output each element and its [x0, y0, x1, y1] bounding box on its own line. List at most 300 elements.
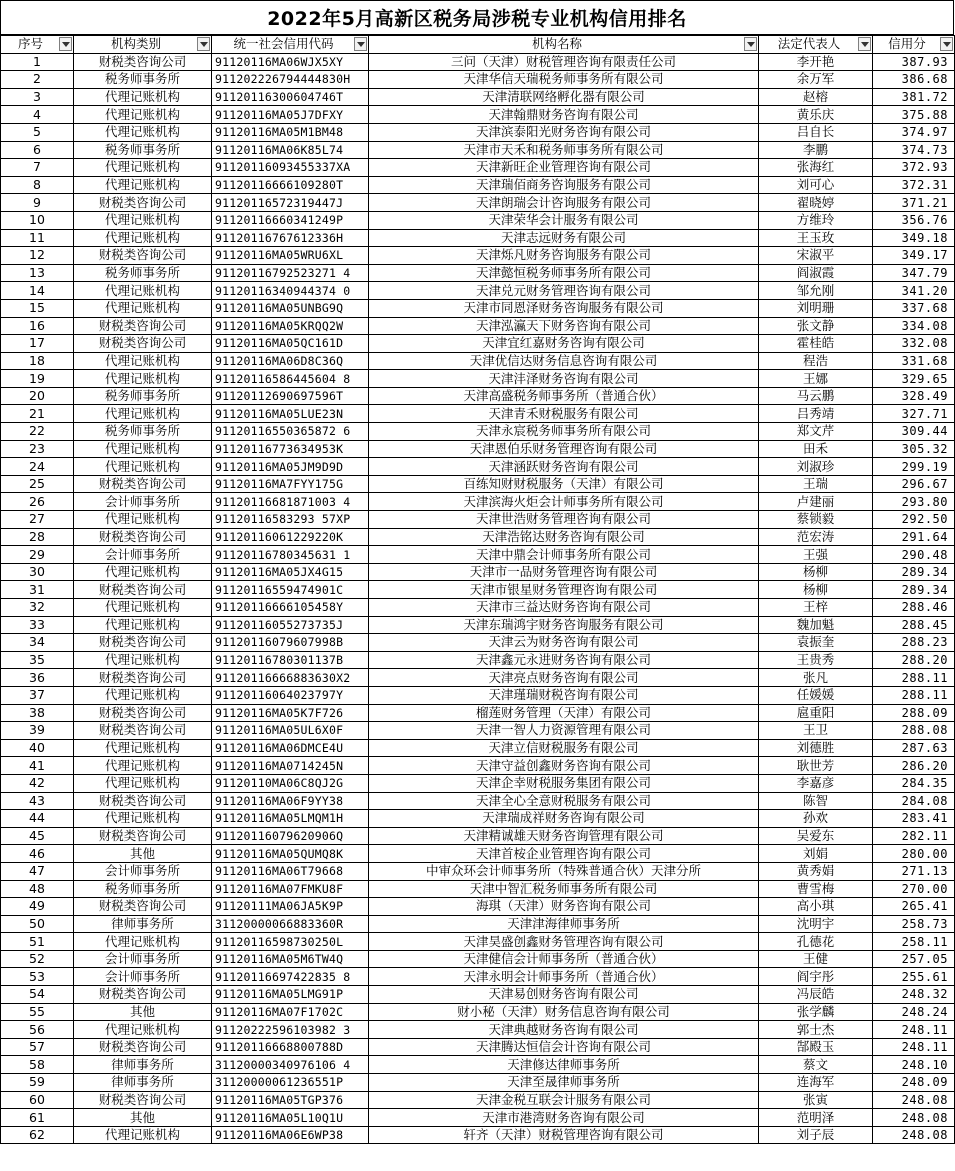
- cell-type[interactable]: 税务师事务所: [74, 387, 212, 405]
- cell-type[interactable]: 代理记账机构: [74, 211, 212, 229]
- cell-type[interactable]: 税务师事务所: [74, 71, 212, 89]
- cell-org-name[interactable]: 天津金税互联会计服务有限公司: [369, 1091, 759, 1109]
- cell-legal-rep[interactable]: 张寅: [759, 1091, 873, 1109]
- cell-credit-code[interactable]: 91120116666105458Y: [212, 599, 369, 617]
- cell-index[interactable]: 62: [1, 1126, 74, 1144]
- cell-org-name[interactable]: 天津高盛税务师事务所（普通合伙）: [369, 387, 759, 405]
- cell-type[interactable]: 会计师事务所: [74, 968, 212, 986]
- cell-type[interactable]: 税务师事务所: [74, 423, 212, 441]
- cell-type[interactable]: 税务师事务所: [74, 264, 212, 282]
- cell-type[interactable]: 代理记账机构: [74, 651, 212, 669]
- cell-index[interactable]: 53: [1, 968, 74, 986]
- cell-index[interactable]: 23: [1, 440, 74, 458]
- cell-credit-code[interactable]: 91120116MA05LMG91P: [212, 986, 369, 1004]
- cell-index[interactable]: 26: [1, 493, 74, 511]
- cell-org-name[interactable]: 天津市同恩泽财务咨询服务有限公司: [369, 299, 759, 317]
- cell-credit-score[interactable]: 248.08: [873, 1126, 955, 1144]
- cell-credit-code[interactable]: 91120116MA05QC161D: [212, 335, 369, 353]
- cell-type[interactable]: 代理记账机构: [74, 933, 212, 951]
- cell-credit-score[interactable]: 332.08: [873, 335, 955, 353]
- cell-credit-score[interactable]: 265.41: [873, 898, 955, 916]
- cell-legal-rep[interactable]: 张凡: [759, 669, 873, 687]
- cell-legal-rep[interactable]: 王瑞: [759, 475, 873, 493]
- cell-credit-code[interactable]: 91120116MA06D8C36Q: [212, 352, 369, 370]
- cell-legal-rep[interactable]: 李鹏: [759, 141, 873, 159]
- cell-type[interactable]: 财税类咨询公司: [74, 475, 212, 493]
- cell-type[interactable]: 财税类咨询公司: [74, 669, 212, 687]
- cell-credit-code[interactable]: 91120116MA05L10Q1U: [212, 1109, 369, 1127]
- cell-credit-score[interactable]: 349.18: [873, 229, 955, 247]
- cell-credit-code[interactable]: 91120116681871003 4: [212, 493, 369, 511]
- cell-credit-score[interactable]: 337.68: [873, 299, 955, 317]
- cell-credit-score[interactable]: 248.24: [873, 1003, 955, 1021]
- cell-legal-rep[interactable]: 赵榕: [759, 88, 873, 106]
- cell-type[interactable]: 会计师事务所: [74, 950, 212, 968]
- cell-legal-rep[interactable]: 连海军: [759, 1074, 873, 1092]
- cell-index[interactable]: 45: [1, 827, 74, 845]
- cell-credit-score[interactable]: 372.93: [873, 159, 955, 177]
- cell-type[interactable]: 财税类咨询公司: [74, 827, 212, 845]
- cell-credit-score[interactable]: 284.35: [873, 774, 955, 792]
- cell-index[interactable]: 17: [1, 335, 74, 353]
- cell-credit-code[interactable]: 91120116MA05K7F726: [212, 704, 369, 722]
- cell-legal-rep[interactable]: 王娜: [759, 370, 873, 388]
- cell-index[interactable]: 51: [1, 933, 74, 951]
- cell-org-name[interactable]: 天津泓瀛天下财务咨询有限公司: [369, 317, 759, 335]
- cell-index[interactable]: 16: [1, 317, 74, 335]
- cell-legal-rep[interactable]: 王玉玫: [759, 229, 873, 247]
- cell-credit-score[interactable]: 288.09: [873, 704, 955, 722]
- cell-credit-score[interactable]: 374.73: [873, 141, 955, 159]
- cell-credit-score[interactable]: 283.41: [873, 810, 955, 828]
- cell-org-name[interactable]: 天津永宸税务师事务所有限公司: [369, 423, 759, 441]
- cell-legal-rep[interactable]: 郭士杰: [759, 1021, 873, 1039]
- cell-credit-code[interactable]: 91120116559474901C: [212, 581, 369, 599]
- cell-legal-rep[interactable]: 刘可心: [759, 176, 873, 194]
- cell-type[interactable]: 代理记账机构: [74, 616, 212, 634]
- cell-type[interactable]: 财税类咨询公司: [74, 792, 212, 810]
- cell-legal-rep[interactable]: 张学麟: [759, 1003, 873, 1021]
- cell-legal-rep[interactable]: 冯辰皓: [759, 986, 873, 1004]
- cell-credit-score[interactable]: 248.08: [873, 1109, 955, 1127]
- cell-credit-code[interactable]: 91120112690697596T: [212, 387, 369, 405]
- cell-index[interactable]: 32: [1, 599, 74, 617]
- cell-index[interactable]: 35: [1, 651, 74, 669]
- cell-org-name[interactable]: 天津瑞成祥财务咨询有限公司: [369, 810, 759, 828]
- cell-credit-code[interactable]: 91120116666883630X2: [212, 669, 369, 687]
- cell-credit-code[interactable]: 91120116MA05WRU6XL: [212, 247, 369, 265]
- cell-credit-code[interactable]: 91120116MA06F9YY38: [212, 792, 369, 810]
- cell-legal-rep[interactable]: 魏加魁: [759, 616, 873, 634]
- cell-credit-score[interactable]: 282.11: [873, 827, 955, 845]
- cell-legal-rep[interactable]: 田禾: [759, 440, 873, 458]
- cell-org-name[interactable]: 天津沣泽财务咨询有限公司: [369, 370, 759, 388]
- cell-type[interactable]: 代理记账机构: [74, 739, 212, 757]
- cell-credit-score[interactable]: 356.76: [873, 211, 955, 229]
- cell-index[interactable]: 61: [1, 1109, 74, 1127]
- cell-credit-score[interactable]: 271.13: [873, 862, 955, 880]
- cell-credit-code[interactable]: 91120116MA05KRQQ2W: [212, 317, 369, 335]
- cell-credit-score[interactable]: 248.08: [873, 1091, 955, 1109]
- cell-index[interactable]: 47: [1, 862, 74, 880]
- cell-legal-rep[interactable]: 王贵秀: [759, 651, 873, 669]
- cell-index[interactable]: 34: [1, 634, 74, 652]
- cell-index[interactable]: 60: [1, 1091, 74, 1109]
- cell-legal-rep[interactable]: 孔德花: [759, 933, 873, 951]
- cell-index[interactable]: 12: [1, 247, 74, 265]
- cell-index[interactable]: 18: [1, 352, 74, 370]
- cell-index[interactable]: 4: [1, 106, 74, 124]
- cell-index[interactable]: 33: [1, 616, 74, 634]
- cell-credit-score[interactable]: 284.08: [873, 792, 955, 810]
- cell-index[interactable]: 14: [1, 282, 74, 300]
- cell-credit-code[interactable]: 91120116MA05UNBG9Q: [212, 299, 369, 317]
- cell-index[interactable]: 8: [1, 176, 74, 194]
- cell-credit-score[interactable]: 375.88: [873, 106, 955, 124]
- cell-org-name[interactable]: 天津健信会计师事务所（普通合伙）: [369, 950, 759, 968]
- cell-org-name[interactable]: 天津腾达恒信会计咨询有限公司: [369, 1038, 759, 1056]
- cell-type[interactable]: 代理记账机构: [74, 352, 212, 370]
- cell-credit-score[interactable]: 289.34: [873, 581, 955, 599]
- cell-credit-score[interactable]: 248.32: [873, 986, 955, 1004]
- cell-credit-score[interactable]: 371.21: [873, 194, 955, 212]
- cell-credit-score[interactable]: 288.08: [873, 722, 955, 740]
- cell-credit-code[interactable]: 91120116055273735J: [212, 616, 369, 634]
- cell-org-name[interactable]: 天津志远财务有限公司: [369, 229, 759, 247]
- cell-credit-score[interactable]: 280.00: [873, 845, 955, 863]
- cell-org-name[interactable]: 天津中智汇税务师事务所有限公司: [369, 880, 759, 898]
- cell-credit-code[interactable]: 91120116MA0714245N: [212, 757, 369, 775]
- cell-credit-score[interactable]: 288.46: [873, 599, 955, 617]
- cell-credit-code[interactable]: 31120000340976106 4: [212, 1056, 369, 1074]
- cell-legal-rep[interactable]: 扈重阳: [759, 704, 873, 722]
- cell-index[interactable]: 28: [1, 528, 74, 546]
- cell-type[interactable]: 代理记账机构: [74, 88, 212, 106]
- cell-credit-score[interactable]: 248.11: [873, 1038, 955, 1056]
- cell-type[interactable]: 其他: [74, 845, 212, 863]
- cell-legal-rep[interactable]: 吴爱东: [759, 827, 873, 845]
- cell-org-name[interactable]: 天津市三益达财务咨询有限公司: [369, 599, 759, 617]
- cell-credit-code[interactable]: 91120116MA05QUMQ8K: [212, 845, 369, 863]
- cell-index[interactable]: 38: [1, 704, 74, 722]
- cell-credit-code[interactable]: 91120116572319447J: [212, 194, 369, 212]
- cell-index[interactable]: 40: [1, 739, 74, 757]
- cell-credit-code[interactable]: 91120116MA05UL6X0F: [212, 722, 369, 740]
- cell-index[interactable]: 20: [1, 387, 74, 405]
- cell-legal-rep[interactable]: 吕秀靖: [759, 405, 873, 423]
- cell-index[interactable]: 25: [1, 475, 74, 493]
- cell-credit-code[interactable]: 91120116660341249P: [212, 211, 369, 229]
- cell-org-name[interactable]: 天津立信财税服务有限公司: [369, 739, 759, 757]
- cell-credit-score[interactable]: 258.11: [873, 933, 955, 951]
- cell-credit-score[interactable]: 292.50: [873, 511, 955, 529]
- cell-index[interactable]: 27: [1, 511, 74, 529]
- cell-legal-rep[interactable]: 王梓: [759, 599, 873, 617]
- filter-dropdown-icon[interactable]: [354, 37, 367, 51]
- cell-credit-score[interactable]: 258.73: [873, 915, 955, 933]
- cell-credit-code[interactable]: 91120116MA05JM9D9D: [212, 458, 369, 476]
- cell-credit-score[interactable]: 331.68: [873, 352, 955, 370]
- cell-index[interactable]: 19: [1, 370, 74, 388]
- cell-type[interactable]: 财税类咨询公司: [74, 898, 212, 916]
- cell-org-name[interactable]: 天津市天禾和税务师事务所有限公司: [369, 141, 759, 159]
- cell-index[interactable]: 9: [1, 194, 74, 212]
- cell-type[interactable]: 代理记账机构: [74, 229, 212, 247]
- cell-legal-rep[interactable]: 吕自长: [759, 123, 873, 141]
- cell-type[interactable]: 代理记账机构: [74, 458, 212, 476]
- cell-credit-score[interactable]: 328.49: [873, 387, 955, 405]
- cell-org-name[interactable]: 天津懿恒税务师事务所有限公司: [369, 264, 759, 282]
- cell-credit-code[interactable]: 91120116093455337XA: [212, 159, 369, 177]
- cell-credit-code[interactable]: 91120116780345631 1: [212, 546, 369, 564]
- cell-credit-score[interactable]: 293.80: [873, 493, 955, 511]
- cell-credit-score[interactable]: 381.72: [873, 88, 955, 106]
- cell-credit-code[interactable]: 91120116061229220K: [212, 528, 369, 546]
- cell-org-name[interactable]: 天津市一品财务管理咨询有限公司: [369, 563, 759, 581]
- cell-org-name[interactable]: 天津亮点财务咨询有限公司: [369, 669, 759, 687]
- cell-type[interactable]: 财税类咨询公司: [74, 704, 212, 722]
- cell-index[interactable]: 5: [1, 123, 74, 141]
- cell-credit-score[interactable]: 341.20: [873, 282, 955, 300]
- cell-credit-code[interactable]: 31120000066883360R: [212, 915, 369, 933]
- cell-type[interactable]: 代理记账机构: [74, 106, 212, 124]
- cell-legal-rep[interactable]: 李开艳: [759, 53, 873, 71]
- cell-credit-code[interactable]: 91120116MA06T79668: [212, 862, 369, 880]
- cell-credit-code[interactable]: 91120116MA05JX4G15: [212, 563, 369, 581]
- cell-credit-code[interactable]: 91120116079620906Q: [212, 827, 369, 845]
- cell-legal-rep[interactable]: 卢建丽: [759, 493, 873, 511]
- cell-org-name[interactable]: 天津荣华会计服务有限公司: [369, 211, 759, 229]
- cell-legal-rep[interactable]: 霍桂皓: [759, 335, 873, 353]
- cell-legal-rep[interactable]: 李嘉彦: [759, 774, 873, 792]
- cell-legal-rep[interactable]: 孙欢: [759, 810, 873, 828]
- cell-type[interactable]: 代理记账机构: [74, 599, 212, 617]
- cell-legal-rep[interactable]: 张海红: [759, 159, 873, 177]
- cell-index[interactable]: 24: [1, 458, 74, 476]
- cell-credit-score[interactable]: 288.11: [873, 669, 955, 687]
- cell-credit-code[interactable]: 91120116079607998B: [212, 634, 369, 652]
- cell-credit-code[interactable]: 91120116MA07FMKU8F: [212, 880, 369, 898]
- cell-org-name[interactable]: 天津一智人力资源管理有限公司: [369, 722, 759, 740]
- cell-legal-rep[interactable]: 沈明宇: [759, 915, 873, 933]
- cell-org-name[interactable]: 天津永明会计师事务所（普通合伙）: [369, 968, 759, 986]
- cell-type[interactable]: 财税类咨询公司: [74, 986, 212, 1004]
- cell-legal-rep[interactable]: 刘德胜: [759, 739, 873, 757]
- cell-legal-rep[interactable]: 范宏涛: [759, 528, 873, 546]
- cell-type[interactable]: 财税类咨询公司: [74, 634, 212, 652]
- cell-legal-rep[interactable]: 方维玲: [759, 211, 873, 229]
- cell-index[interactable]: 30: [1, 563, 74, 581]
- cell-index[interactable]: 13: [1, 264, 74, 282]
- cell-org-name[interactable]: 天津滨泰阳光财务咨询有限公司: [369, 123, 759, 141]
- cell-credit-score[interactable]: 287.63: [873, 739, 955, 757]
- cell-credit-score[interactable]: 334.08: [873, 317, 955, 335]
- cell-org-name[interactable]: 天津精诚雄天财务咨询管理有限公司: [369, 827, 759, 845]
- cell-credit-code[interactable]: 91120116583293 57XP: [212, 511, 369, 529]
- cell-credit-code[interactable]: 91120116064023797Y: [212, 686, 369, 704]
- cell-index[interactable]: 36: [1, 669, 74, 687]
- cell-legal-rep[interactable]: 王强: [759, 546, 873, 564]
- cell-org-name[interactable]: 轩齐（天津）财税管理咨询有限公司: [369, 1126, 759, 1144]
- cell-org-name[interactable]: 天津优信达财务信息咨询有限公司: [369, 352, 759, 370]
- cell-credit-score[interactable]: 248.10: [873, 1056, 955, 1074]
- cell-org-name[interactable]: 天津清联网络孵化器有限公司: [369, 88, 759, 106]
- cell-legal-rep[interactable]: 高小琪: [759, 898, 873, 916]
- cell-credit-score[interactable]: 255.61: [873, 968, 955, 986]
- cell-credit-code[interactable]: 91120116MA06WJX5XY: [212, 53, 369, 71]
- cell-type[interactable]: 代理记账机构: [74, 282, 212, 300]
- cell-type[interactable]: 代理记账机构: [74, 299, 212, 317]
- cell-type[interactable]: 其他: [74, 1003, 212, 1021]
- cell-index[interactable]: 43: [1, 792, 74, 810]
- cell-credit-code[interactable]: 91120116MA07F1702C: [212, 1003, 369, 1021]
- cell-org-name[interactable]: 天津昊盛创鑫财务管理咨询有限公司: [369, 933, 759, 951]
- cell-credit-code[interactable]: 91120116773634953K: [212, 440, 369, 458]
- cell-credit-code[interactable]: 91120116MA06DMCE4U: [212, 739, 369, 757]
- cell-legal-rep[interactable]: 杨柳: [759, 581, 873, 599]
- cell-legal-rep[interactable]: 阎宇彤: [759, 968, 873, 986]
- cell-type[interactable]: 代理记账机构: [74, 511, 212, 529]
- cell-index[interactable]: 58: [1, 1056, 74, 1074]
- cell-index[interactable]: 2: [1, 71, 74, 89]
- cell-credit-score[interactable]: 327.71: [873, 405, 955, 423]
- cell-index[interactable]: 3: [1, 88, 74, 106]
- cell-index[interactable]: 54: [1, 986, 74, 1004]
- cell-credit-score[interactable]: 309.44: [873, 423, 955, 441]
- cell-type[interactable]: 财税类咨询公司: [74, 247, 212, 265]
- cell-type[interactable]: 代理记账机构: [74, 810, 212, 828]
- cell-type[interactable]: 会计师事务所: [74, 546, 212, 564]
- cell-index[interactable]: 59: [1, 1074, 74, 1092]
- cell-type[interactable]: 财税类咨询公司: [74, 528, 212, 546]
- cell-type[interactable]: 代理记账机构: [74, 405, 212, 423]
- cell-index[interactable]: 22: [1, 423, 74, 441]
- cell-org-name[interactable]: 天津首桉企业管理咨询有限公司: [369, 845, 759, 863]
- cell-org-name[interactable]: 天津典越财务咨询有限公司: [369, 1021, 759, 1039]
- cell-index[interactable]: 42: [1, 774, 74, 792]
- cell-credit-score[interactable]: 248.11: [873, 1021, 955, 1039]
- cell-type[interactable]: 会计师事务所: [74, 493, 212, 511]
- cell-credit-score[interactable]: 387.93: [873, 53, 955, 71]
- cell-legal-rep[interactable]: 陈智: [759, 792, 873, 810]
- cell-type[interactable]: 代理记账机构: [74, 440, 212, 458]
- cell-type[interactable]: 财税类咨询公司: [74, 1038, 212, 1056]
- cell-credit-score[interactable]: 270.00: [873, 880, 955, 898]
- cell-org-name[interactable]: 财小秘（天津）财务信息咨询有限公司: [369, 1003, 759, 1021]
- cell-org-name[interactable]: 天津守益创鑫财务咨询有限公司: [369, 757, 759, 775]
- cell-credit-code[interactable]: 91120116586445604 8: [212, 370, 369, 388]
- cell-legal-rep[interactable]: 黄乐庆: [759, 106, 873, 124]
- cell-legal-rep[interactable]: 刘子辰: [759, 1126, 873, 1144]
- cell-type[interactable]: 财税类咨询公司: [74, 1091, 212, 1109]
- cell-credit-score[interactable]: 374.97: [873, 123, 955, 141]
- cell-type[interactable]: 代理记账机构: [74, 370, 212, 388]
- cell-type[interactable]: 代理记账机构: [74, 757, 212, 775]
- cell-legal-rep[interactable]: 郑文芹: [759, 423, 873, 441]
- cell-index[interactable]: 50: [1, 915, 74, 933]
- cell-index[interactable]: 10: [1, 211, 74, 229]
- cell-org-name[interactable]: 天津涵跃财务咨询有限公司: [369, 458, 759, 476]
- cell-credit-code[interactable]: 91120222596103982 3: [212, 1021, 369, 1039]
- cell-legal-rep[interactable]: 郜殿玉: [759, 1038, 873, 1056]
- cell-credit-code[interactable]: 91120116MA05LUE23N: [212, 405, 369, 423]
- filter-dropdown-icon[interactable]: [197, 37, 210, 51]
- cell-credit-score[interactable]: 291.64: [873, 528, 955, 546]
- cell-legal-rep[interactable]: 任媛媛: [759, 686, 873, 704]
- cell-org-name[interactable]: 海琪（天津）财务咨询有限公司: [369, 898, 759, 916]
- cell-index[interactable]: 6: [1, 141, 74, 159]
- cell-credit-code[interactable]: 91120110MA06C8QJ2G: [212, 774, 369, 792]
- cell-org-name[interactable]: 天津东瑞鸿宇财务咨询服务有限公司: [369, 616, 759, 634]
- cell-org-name[interactable]: 天津浩铭达财务咨询有限公司: [369, 528, 759, 546]
- cell-index[interactable]: 31: [1, 581, 74, 599]
- cell-credit-score[interactable]: 386.68: [873, 71, 955, 89]
- cell-legal-rep[interactable]: 马云鹏: [759, 387, 873, 405]
- cell-org-name[interactable]: 天津青禾财税服务有限公司: [369, 405, 759, 423]
- cell-org-name[interactable]: 天津朗瑞会计咨询服务有限公司: [369, 194, 759, 212]
- cell-index[interactable]: 44: [1, 810, 74, 828]
- cell-legal-rep[interactable]: 宋淑平: [759, 247, 873, 265]
- cell-type[interactable]: 代理记账机构: [74, 159, 212, 177]
- cell-legal-rep[interactable]: 刘明珊: [759, 299, 873, 317]
- filter-dropdown-icon[interactable]: [744, 37, 757, 51]
- cell-index[interactable]: 29: [1, 546, 74, 564]
- cell-org-name[interactable]: 天津宜红嘉财务咨询有限公司: [369, 335, 759, 353]
- cell-index[interactable]: 48: [1, 880, 74, 898]
- cell-credit-score[interactable]: 257.05: [873, 950, 955, 968]
- cell-type[interactable]: 财税类咨询公司: [74, 53, 212, 71]
- cell-type[interactable]: 财税类咨询公司: [74, 581, 212, 599]
- cell-org-name[interactable]: 天津兑元财务管理咨询有限公司: [369, 282, 759, 300]
- cell-org-name[interactable]: 天津烁凡财务咨询服务有限公司: [369, 247, 759, 265]
- cell-index[interactable]: 52: [1, 950, 74, 968]
- cell-index[interactable]: 21: [1, 405, 74, 423]
- cell-index[interactable]: 55: [1, 1003, 74, 1021]
- cell-legal-rep[interactable]: 耿世芳: [759, 757, 873, 775]
- cell-credit-code[interactable]: 91120116MA06K85L74: [212, 141, 369, 159]
- cell-credit-score[interactable]: 347.79: [873, 264, 955, 282]
- cell-credit-code[interactable]: 91120116767612336H: [212, 229, 369, 247]
- cell-credit-score[interactable]: 288.20: [873, 651, 955, 669]
- cell-legal-rep[interactable]: 蔡锁毅: [759, 511, 873, 529]
- cell-legal-rep[interactable]: 刘娟: [759, 845, 873, 863]
- cell-org-name[interactable]: 天津至晟律师事务所: [369, 1074, 759, 1092]
- cell-org-name[interactable]: 天津滨海火炬会计师事务所有限公司: [369, 493, 759, 511]
- cell-credit-score[interactable]: 286.20: [873, 757, 955, 775]
- cell-org-name[interactable]: 天津企幸财税服务集团有限公司: [369, 774, 759, 792]
- cell-org-name[interactable]: 天津市银星财务管理咨询有限公司: [369, 581, 759, 599]
- cell-index[interactable]: 49: [1, 898, 74, 916]
- filter-dropdown-icon[interactable]: [59, 37, 72, 51]
- cell-legal-rep[interactable]: 邹允刚: [759, 282, 873, 300]
- cell-org-name[interactable]: 天津瑾瑞财税咨询有限公司: [369, 686, 759, 704]
- filter-dropdown-icon[interactable]: [940, 37, 953, 51]
- cell-type[interactable]: 会计师事务所: [74, 862, 212, 880]
- cell-credit-code[interactable]: 91120116668800788D: [212, 1038, 369, 1056]
- cell-credit-score[interactable]: 305.32: [873, 440, 955, 458]
- cell-credit-code[interactable]: 911202226794444830H: [212, 71, 369, 89]
- cell-org-name[interactable]: 天津新旺企业管理咨询有限公司: [369, 159, 759, 177]
- cell-legal-rep[interactable]: 蔡文: [759, 1056, 873, 1074]
- cell-type[interactable]: 财税类咨询公司: [74, 335, 212, 353]
- cell-index[interactable]: 15: [1, 299, 74, 317]
- cell-type[interactable]: 税务师事务所: [74, 880, 212, 898]
- cell-org-name[interactable]: 榴莲财务管理（天津）有限公司: [369, 704, 759, 722]
- cell-index[interactable]: 1: [1, 53, 74, 71]
- cell-index[interactable]: 39: [1, 722, 74, 740]
- cell-credit-code[interactable]: 91120116780301137B: [212, 651, 369, 669]
- cell-org-name[interactable]: 天津中鼎会计师事务所有限公司: [369, 546, 759, 564]
